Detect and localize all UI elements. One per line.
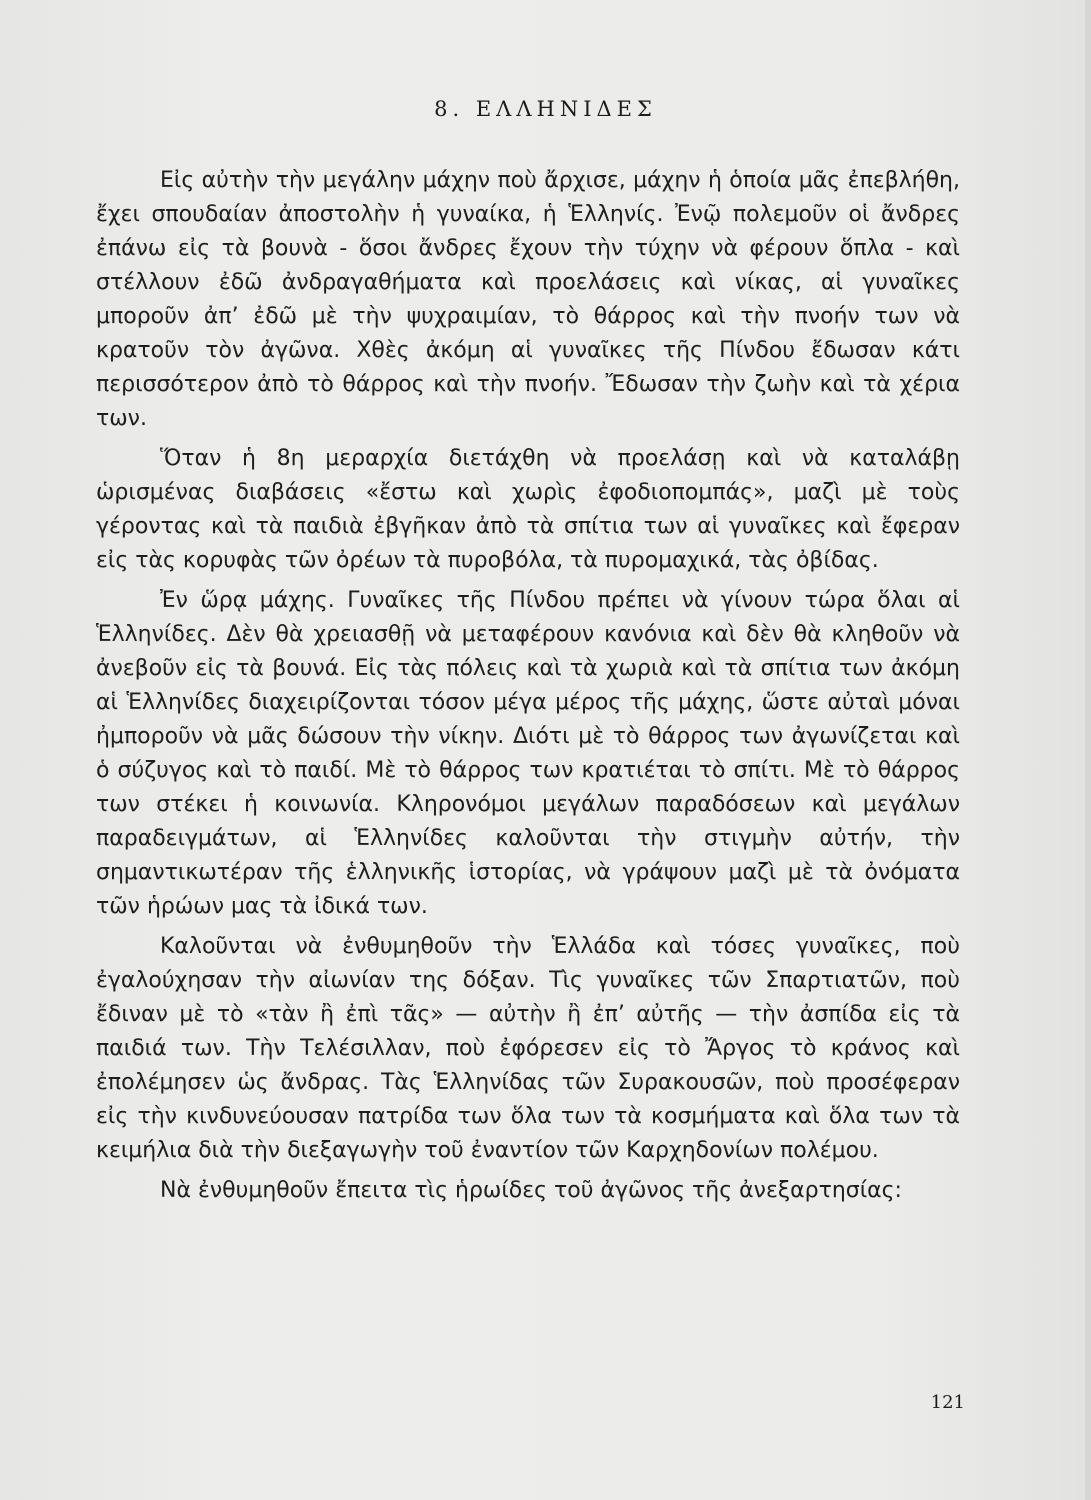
paragraph-1: Εἰς αὐτὴν τὴν μεγάλην μάχην ποὺ ἄρχισε, μάχην ἡ ὁποία μᾶς ἐπεβλήθη, ἔχει σπουδαίαν ἀποστολὴν ἡ γυναίκα, ἡ Ἑλληνίς. Ἐνῷ πολεμοῦν οἱ ἄνδρες ἐπάνω εἰς τὰ βουνὰ - ὅσοι ἄνδρες ἔχουν τὴν τύχην νὰ φέρουν ὅπλα - καὶ στέλλουν ἐδῶ ἀνδραγαθήματα καὶ προελάσεις καὶ νίκας, αἱ γυναῖκες μποροῦν ἀπ’ ἐδῶ μὲ τὴν ψυχραιμίαν, τὸ θάρρος καὶ τὴν πνοήν των νὰ κρατοῦν τὸν ἀγῶνα. Χθὲς ἀκόμη αἱ γυναῖκες τῆς Πίνδου ἔδωσαν κάτι περισσότερον ἀπὸ τὸ θάρρος καὶ τὴν πνοήν. Ἔδωσαν τὴν ζωὴν καὶ τὰ χέρια των.: [96, 168, 960, 431]
paragraph-2: Ὅταν ἡ 8η μεραρχία διετάχθη νὰ προελάσῃ καὶ νὰ καταλάβῃ ὡρισμένας διαβάσεις «ἔστω καὶ χωρὶς ἐφοδιοπομπάς», μαζὶ μὲ τοὺς γέροντας καὶ τὰ παιδιὰ ἐβγῆκαν ἀπὸ τὰ σπίτια των αἱ γυναῖκες καὶ ἔφεραν εἰς τὰς κορυφὰς τῶν ὀρέων τὰ πυροβόλα, τὰ πυρομαχικά, τὰς ὀβίδας.: [96, 446, 960, 573]
body-text: [96, 164, 960, 1208]
paragraph-4: Καλοῦνται νὰ ἐνθυμηθοῦν τὴν Ἑλλάδα καὶ τόσες γυναῖκες, ποὺ ἐγαλούχησαν τὴν αἰωνίαν της δόξαν. Τὶς γυναῖκες τῶν Σπαρτιατῶν, ποὺ ἔδιναν μὲ τὸ «τὰν ἢ ἐπὶ τᾶς» — αὐτὴν ἢ ἐπ’ αὐτῆς — τὴν ἀσπίδα εἰς τὰ παιδιά των. Τὴν Τελέσιλλαν, ποὺ ἐφόρεσεν εἰς τὸ Ἄργος τὸ κράνος καὶ ἐπολέμησεν ὡς ἄνδρας. Τὰς Ἑλληνίδας τῶν Συρακουσῶν, ποὺ προσέφεραν εἰς τὴν κινδυνεύουσαν πατρίδα των ὅλα των τὰ κοσμήματα καὶ ὅλα των τὰ κειμήλια διὰ τὴν διεξαγωγὴν τοῦ ἐναντίον τῶν Καρχηδονίων πολέμου.: [96, 934, 960, 1163]
paragraph-5: Νὰ ἐνθυμηθοῦν ἔπειτα τὶς ἡρωίδες τοῦ ἀγῶνος τῆς ἀνεξαρτησίας:: [160, 1178, 902, 1203]
page-number: 121: [930, 1392, 965, 1413]
paragraph-3: Ἐν ὥρᾳ μάχης. Γυναῖκες τῆς Πίνδου πρέπει νὰ γίνουν τώρα ὅλαι αἱ Ἑλληνίδες. Δὲν θὰ χρειασθῇ νὰ μεταφέρουν κανόνια καὶ δὲν θὰ κληθοῦν νὰ ἀνεβοῦν εἰς τὰ βουνά. Εἰς τὰς πόλεις καὶ τὰ χωριὰ καὶ τὰ σπίτια των ἀκόμη αἱ Ἑλληνίδες διαχειρίζονται τόσον μέγα μέρος τῆς μάχης, ὥστε αὐταὶ μόναι ἠμποροῦν νὰ μᾶς δώσουν τὴν νίκην. Διότι μὲ τὸ θάρρος των ἀγωνίζεται καὶ ὁ σύζυγος καὶ τὸ παιδί. Μὲ τὸ θάρρος των κρατιέται τὸ σπίτι. Μὲ τὸ θάρρος των στέκει ἡ κοινωνία. Κληρονόμοι μεγάλων παραδόσεων καὶ μεγάλων παραδειγμάτων, αἱ Ἑλληνίδες καλοῦνται τὴν στιγμὴν αὐτήν, τὴν σημαντικωτέραν τῆς ἑλληνικῆς ἱστορίας, νὰ γράψουν μαζὶ μὲ τὰ ὀνόματα τῶν ἡρώων μας τὰ ἰδικά των.: [96, 588, 960, 919]
chapter-heading: 8. ΕΛΛΗΝΙΔΕΣ: [434, 97, 657, 121]
page-edge-shadow: [1085, 0, 1091, 1500]
